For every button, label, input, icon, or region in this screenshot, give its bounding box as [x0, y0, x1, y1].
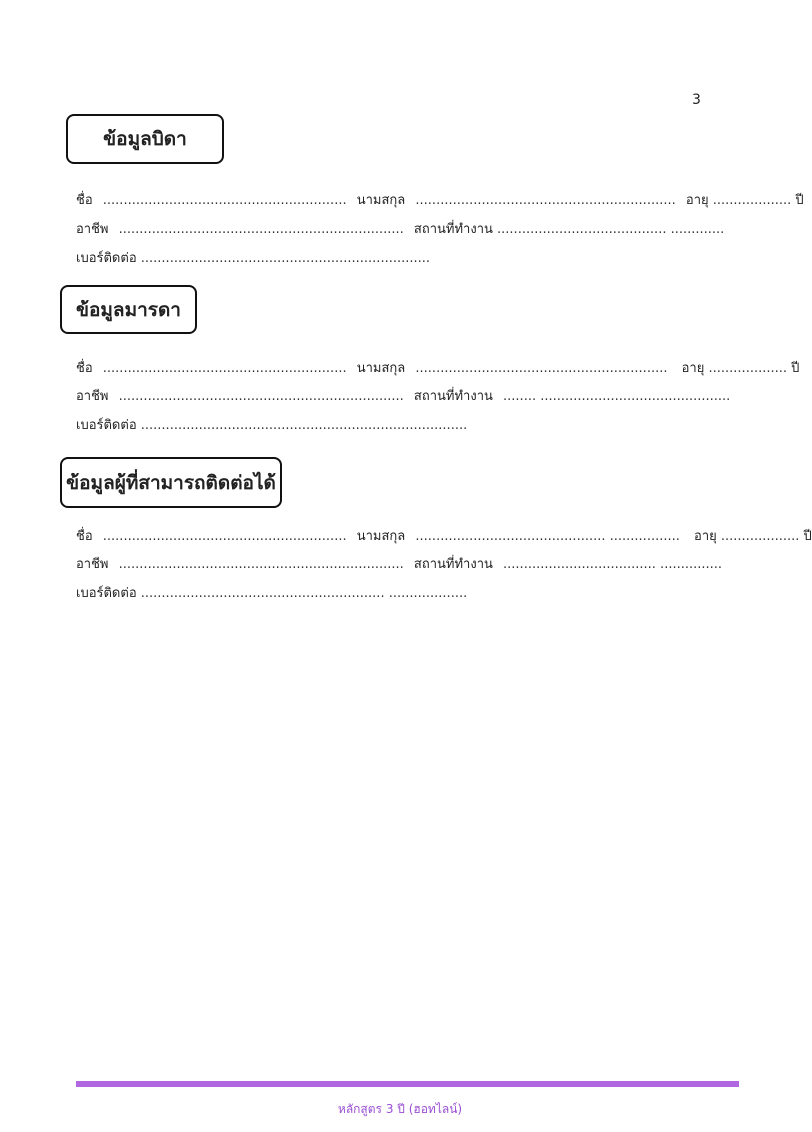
surname-label: นามสกุล: [356, 193, 406, 208]
surname-field[interactable]: ...............................................................: [415, 193, 676, 208]
workplace-label: สถานที่ทำงาน: [413, 389, 493, 404]
form-line-job: [76, 556, 722, 574]
job-field[interactable]: .....................................................................: [118, 222, 404, 237]
form-line-name: [76, 360, 799, 378]
surname-label: นามสกุล: [356, 361, 406, 376]
form-line-job: [76, 221, 724, 239]
phone-label: เบอร์ติดต่อ: [76, 586, 137, 601]
year-label: ปี: [791, 361, 800, 376]
name-field[interactable]: ...........................................................: [102, 193, 347, 208]
name-label: ชื่อ: [76, 529, 93, 544]
age-label: อายุ: [694, 529, 717, 544]
year-label: ปี: [795, 193, 804, 208]
form-line-job: [76, 388, 730, 406]
form-line-phone: [76, 585, 467, 603]
workplace-field[interactable]: ........ ..............................................: [503, 389, 731, 404]
name-field[interactable]: ...........................................................: [102, 529, 347, 544]
phone-field[interactable]: ...............................................................................: [140, 418, 468, 433]
name-label: ชื่อ: [76, 361, 93, 376]
section-heading-emergency-contact: ข้อมูลผู้ที่สามารถติดต่อได้: [60, 457, 282, 508]
form-line-phone: [76, 250, 430, 268]
age-field[interactable]: ...................: [708, 361, 788, 376]
age-field[interactable]: ...................: [712, 193, 792, 208]
age-field[interactable]: ...................: [720, 529, 800, 544]
form-line-phone: [76, 417, 467, 435]
surname-field[interactable]: .............................................. .................: [415, 529, 680, 544]
job-label: อาชีพ: [76, 389, 109, 404]
phone-label: เบอร์ติดต่อ: [76, 251, 137, 266]
job-label: อาชีพ: [76, 222, 109, 237]
form-line-name: [76, 192, 804, 210]
footer-divider: [76, 1081, 739, 1087]
phone-field[interactable]: ......................................................................: [140, 251, 431, 266]
surname-field[interactable]: .............................................................: [415, 361, 668, 376]
job-field[interactable]: .....................................................................: [118, 557, 404, 572]
age-label: อายุ: [681, 361, 705, 376]
workplace-label: สถานที่ทำงาน: [413, 222, 493, 237]
year-label: ปี: [803, 529, 812, 544]
age-label: อายุ: [685, 193, 709, 208]
surname-label: นามสกุล: [356, 529, 406, 544]
form-line-name: [76, 528, 812, 546]
section-heading-father: ข้อมูลบิดา: [66, 114, 224, 164]
phone-label: เบอร์ติดต่อ: [76, 418, 137, 433]
workplace-label: สถานที่ทำงาน: [413, 557, 493, 572]
name-field[interactable]: ...........................................................: [102, 361, 347, 376]
footer-text: หลักสูตร 3 ปี (ฮอทไลน์): [337, 1102, 463, 1116]
name-label: ชื่อ: [76, 193, 93, 208]
job-field[interactable]: .....................................................................: [118, 389, 404, 404]
page-number: 3: [692, 92, 701, 108]
workplace-field[interactable]: ..................................... ...............: [503, 557, 723, 572]
workplace-field[interactable]: ......................................... .............: [497, 222, 725, 237]
job-label: อาชีพ: [76, 557, 109, 572]
phone-field[interactable]: ........................................................... ...................: [140, 586, 468, 601]
section-heading-mother: ข้อมูลมารดา: [60, 285, 197, 334]
